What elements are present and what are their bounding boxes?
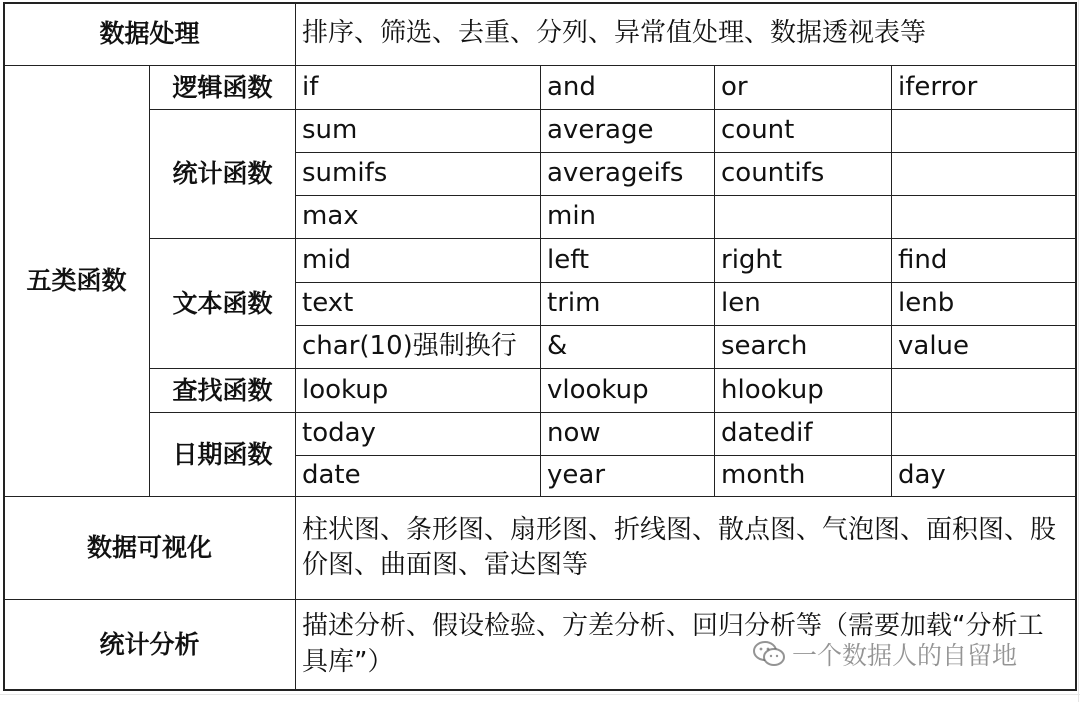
sheet-gridline [0, 694, 1080, 695]
function-cell[interactable] [891, 195, 1076, 239]
function-cell[interactable] [540, 195, 715, 239]
section-content-analysis-text: 描述分析、假设检验、方差分析、回归分析等（需要加载“分析工具库”） [302, 611, 1044, 677]
function-cell-text: day [898, 460, 946, 491]
function-cell-text: now [547, 418, 601, 449]
function-cell[interactable] [891, 109, 1076, 153]
function-cell-text: average [547, 115, 654, 146]
function-cell-text: trim [547, 288, 601, 319]
section-content-processing-text: 排序、筛选、去重、分列、异常值处理、数据透视表等 [302, 18, 927, 49]
section-label-visualization-text: 数据可视化 [86, 533, 212, 563]
function-cell-text: count [721, 115, 795, 146]
function-cell[interactable] [714, 455, 892, 497]
section-label-analysis [3, 599, 296, 690]
function-cell-text: mid [302, 244, 352, 275]
section-label-functions-text: 五类函数 [26, 266, 127, 296]
section-label-processing-text: 数据处理 [99, 19, 200, 49]
function-cell[interactable] [891, 152, 1076, 196]
function-cell[interactable] [714, 152, 892, 196]
function-cell-text: lenb [898, 288, 955, 319]
function-group-label-text: 逻辑函数 [172, 72, 273, 102]
section-content-analysis [295, 599, 1076, 690]
function-cell-text: countifs [721, 158, 825, 189]
function-cell-text: datedif [721, 418, 813, 449]
function-cell-text: & [547, 331, 568, 362]
function-group-label [149, 238, 296, 369]
function-cell-text: averageifs [547, 158, 684, 189]
function-cell[interactable] [714, 195, 892, 239]
section-label-visualization [3, 496, 296, 600]
function-cell[interactable] [891, 412, 1076, 456]
sheet-gridline [1078, 0, 1079, 702]
function-cell[interactable] [891, 282, 1076, 326]
function-cell-text: hlookup [721, 374, 824, 405]
function-cell-text: char(10)强制换行 [302, 331, 517, 362]
function-cell[interactable] [891, 325, 1076, 369]
section-label-processing [3, 2, 296, 66]
function-cell-text: vlookup [547, 374, 649, 405]
function-cell[interactable] [295, 282, 541, 326]
function-cell-text: if [302, 71, 319, 102]
function-group-label [149, 109, 296, 239]
function-cell-text: year [547, 460, 606, 491]
function-cell[interactable] [714, 412, 892, 456]
function-cell-text: date [302, 460, 361, 491]
function-cell[interactable] [540, 65, 715, 110]
function-cell[interactable] [714, 368, 892, 413]
function-cell-text: sumifs [302, 158, 388, 189]
function-cell[interactable] [891, 455, 1076, 497]
function-cell-text: today [302, 418, 376, 449]
function-cell-text: sum [302, 115, 358, 146]
function-cell[interactable] [540, 152, 715, 196]
function-cell-text: and [547, 71, 596, 102]
function-cell[interactable] [295, 412, 541, 456]
function-cell[interactable] [295, 65, 541, 110]
function-cell-text: max [302, 201, 359, 232]
function-cell-text: find [898, 244, 948, 275]
function-group-label [149, 65, 296, 110]
function-cell[interactable] [540, 455, 715, 497]
function-group-label-text: 日期函数 [172, 439, 273, 469]
function-cell-text: right [721, 244, 783, 275]
function-group-label [149, 368, 296, 413]
function-group-label [149, 412, 296, 497]
function-cell[interactable] [295, 109, 541, 153]
function-group-label-text: 查找函数 [172, 375, 273, 405]
section-content-visualization-text: 柱状图、条形图、扇形图、折线图、散点图、气泡图、面积图、股价图、曲面图、雷达图等 [302, 514, 1057, 580]
section-label-analysis-text: 统计分析 [99, 629, 200, 659]
function-cell[interactable] [540, 412, 715, 456]
function-cell[interactable] [714, 238, 892, 283]
function-cell[interactable] [295, 152, 541, 196]
function-cell[interactable] [295, 238, 541, 283]
function-cell-text: value [898, 331, 970, 362]
function-cell-text: search [721, 331, 808, 362]
function-cell-text: len [721, 288, 761, 319]
section-content-visualization [295, 496, 1076, 600]
function-cell[interactable] [540, 109, 715, 153]
function-cell[interactable] [714, 109, 892, 153]
function-cell-text: iferror [898, 71, 978, 102]
function-cell[interactable] [714, 282, 892, 326]
section-content-processing [295, 2, 1076, 66]
function-cell-text: lookup [302, 374, 389, 405]
function-cell[interactable] [714, 325, 892, 369]
function-cell[interactable] [714, 65, 892, 110]
function-cell-text: min [547, 201, 597, 232]
function-group-label-text: 文本函数 [172, 288, 273, 318]
function-cell[interactable] [540, 238, 715, 283]
function-cell-text: text [302, 288, 354, 319]
function-cell-text: or [721, 71, 748, 102]
section-label-functions [3, 65, 150, 497]
function-cell[interactable] [295, 195, 541, 239]
watermark-text: 一个数据人的自留地 [792, 641, 1018, 670]
function-cell[interactable] [891, 65, 1076, 110]
function-cell[interactable] [891, 238, 1076, 283]
function-cell-text: month [721, 460, 806, 491]
function-cell[interactable] [295, 368, 541, 413]
function-cell-text: left [547, 244, 590, 275]
function-group-label-text: 统计函数 [172, 159, 273, 189]
function-cell[interactable] [891, 368, 1076, 413]
function-cell[interactable] [540, 282, 715, 326]
function-cell[interactable] [540, 325, 715, 369]
function-cell[interactable] [295, 455, 541, 497]
function-cell[interactable] [540, 368, 715, 413]
function-cell[interactable] [295, 325, 541, 369]
